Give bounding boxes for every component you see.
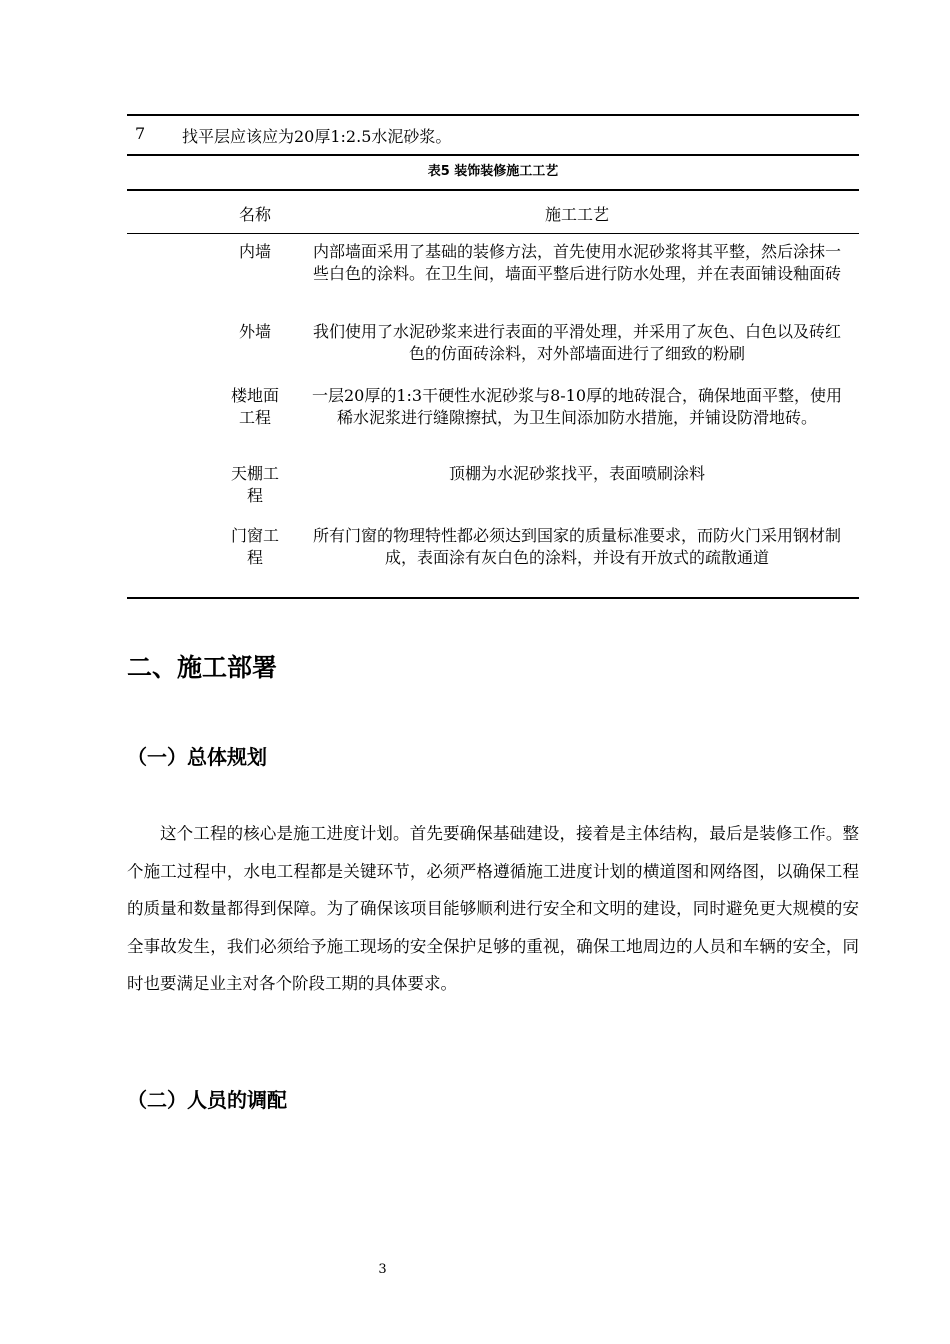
cell-name: 天棚工程	[230, 464, 279, 505]
cell-name: 外墙	[238, 322, 271, 341]
cell-process: 顶棚为水泥砂浆找平，表面喷刷涂料	[448, 464, 705, 483]
cell-name: 内墙	[238, 242, 271, 261]
cell-process: 所有门窗的物理特性都必须达到国家的质量标准要求，而防火门采用钢材制成，表面涂有灰白色的涂料，并设有开放式的疏散通道	[312, 526, 841, 567]
header-process: 施工工艺	[544, 205, 609, 224]
subsection-heading-overall-plan: （一）总体规划	[127, 745, 267, 769]
decoration-process-table	[127, 189, 859, 599]
table-row	[127, 456, 859, 518]
cell-process: 内部墙面采用了基础的装修方法，首先使用水泥砂浆将其平整，然后涂抹一些白色的涂料。在卫生间，墙面平整后进行防水处理，并在表面铺设釉面砖	[312, 242, 841, 283]
previous-table-row	[127, 114, 859, 156]
row-number: 7	[135, 124, 146, 143]
table-row	[127, 518, 859, 597]
body-paragraph: 这个工程的核心是施工进度计划。首先要确保基础建设，接着是主体结构，最后是装修工作。整个施工过程中，水电工程都是关键环节，必须严格遵循施工进度计划的横道图和网络图，以确保工程的质量和数量都得到保障。为了确保该项目能够顺利进行安全和文明的建设，同时避免更大规模的安全事故发生，我们必须给予施工现场的安全保护足够的重视，确保工地周边的人员和车辆的安全，同时也要满足业主对各个阶段工期的具体要求。	[127, 824, 859, 993]
table-row	[127, 318, 859, 378]
page-number: 3	[378, 1262, 387, 1277]
table-row	[127, 234, 859, 318]
row-text: 找平层应该应为20厚1:2.5水泥砂浆。	[182, 127, 452, 146]
cell-process: 一层20厚的1:3干硬性水泥砂浆与8-10厚的地砖混合，确保地面平整，使用稀水泥浆进行缝隙擦拭，为卫生间添加防水措施，并铺设防滑地砖。	[311, 386, 843, 427]
header-name: 名称	[238, 205, 271, 224]
cell-name: 门窗工程	[230, 526, 279, 567]
cell-name: 楼地面工程	[230, 386, 279, 427]
table-header	[127, 191, 859, 234]
subsection-heading-staffing: （二）人员的调配	[127, 1088, 287, 1112]
section-heading: 二、施工部署	[127, 653, 278, 682]
cell-process: 我们使用了水泥砂浆来进行表面的平滑处理，并采用了灰色、白色以及砖红色的仿面砖涂料，对外部墙面进行了细致的粉刷	[312, 322, 841, 363]
table-row	[127, 378, 859, 456]
table-caption: 表5 装饰装修施工工艺	[427, 164, 559, 179]
